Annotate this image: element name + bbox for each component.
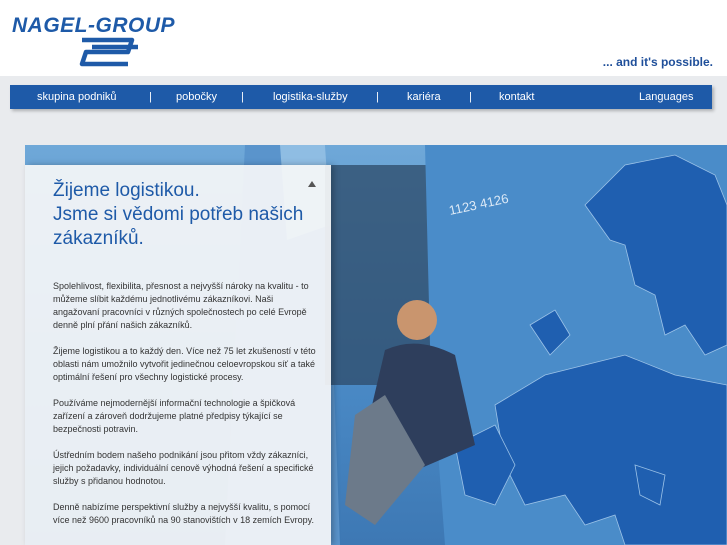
nav-separator: | bbox=[241, 91, 244, 103]
languages-menu[interactable]: Languages bbox=[639, 91, 694, 103]
nav-item-skupina-podniku[interactable]: skupina podniků bbox=[37, 91, 117, 103]
panel-paragraph: Ústředním bodem našeho podnikání jsou přitom vždy zákazníci, jejich požadavky, individuální cenově výhodná řešení a specifické služby s přidanou hodnotou. bbox=[53, 450, 314, 486]
panel-heading-line: Žijeme logistikou. bbox=[53, 180, 200, 201]
nav-item-pobocky[interactable]: pobočky bbox=[176, 91, 217, 103]
panel-paragraph: Denně nabízíme perspektivní služby a nejvyšší kvalitu, s pomocí více než 9600 pracovníků na 90 stanovištích v 18 zemích Evropy. bbox=[53, 502, 314, 525]
svg-text:NAGEL-GROUP: NAGEL-GROUP bbox=[12, 14, 175, 37]
intro-panel bbox=[25, 165, 331, 545]
nav-separator: | bbox=[469, 91, 472, 103]
panel-paragraph: Žijeme logistikou a to každý den. Více než 75 let zkušeností v této oblasti nám umožnilo vytvořit jedinečnou celoevropskou síť a také optimální řešení pro všechny logistické procesy. bbox=[53, 346, 316, 382]
panel-heading bbox=[53, 179, 313, 251]
nagel-group-logo[interactable] bbox=[12, 10, 192, 70]
panel-paragraph: Používáme nejmodernější informační technologie a špičková zařízení a zároveň dodržujeme platné předpisy týkající se bezpečnosti potravin. bbox=[53, 398, 296, 434]
nav-separator: | bbox=[376, 91, 379, 103]
tagline: ... and it's possible. bbox=[602, 55, 713, 69]
truck-number: 1123 4126 bbox=[447, 190, 510, 218]
panel-heading-line: zákazníků. bbox=[53, 228, 144, 249]
panel-body bbox=[53, 280, 321, 540]
main-nav bbox=[10, 85, 712, 109]
panel-paragraph: Spolehlivost, flexibilita, přesnost a nejvyšší nároky na kvalitu - to můžeme slíbit každému jednotlivému zákazníkovi. Naši angažovaní pracovníci v různých společnostech po celé Evropě denně plní přání našich zákazníků. bbox=[53, 281, 309, 330]
panel-heading-line: Jsme si vědomi potřeb našich bbox=[53, 204, 304, 225]
page-header bbox=[0, 0, 727, 76]
nav-item-kontakt[interactable]: kontakt bbox=[499, 91, 535, 103]
nav-separator: | bbox=[149, 91, 152, 103]
nav-item-logistika-sluzby[interactable]: logistika-služby bbox=[273, 91, 348, 103]
nav-item-kariera[interactable]: kariéra bbox=[407, 91, 441, 103]
